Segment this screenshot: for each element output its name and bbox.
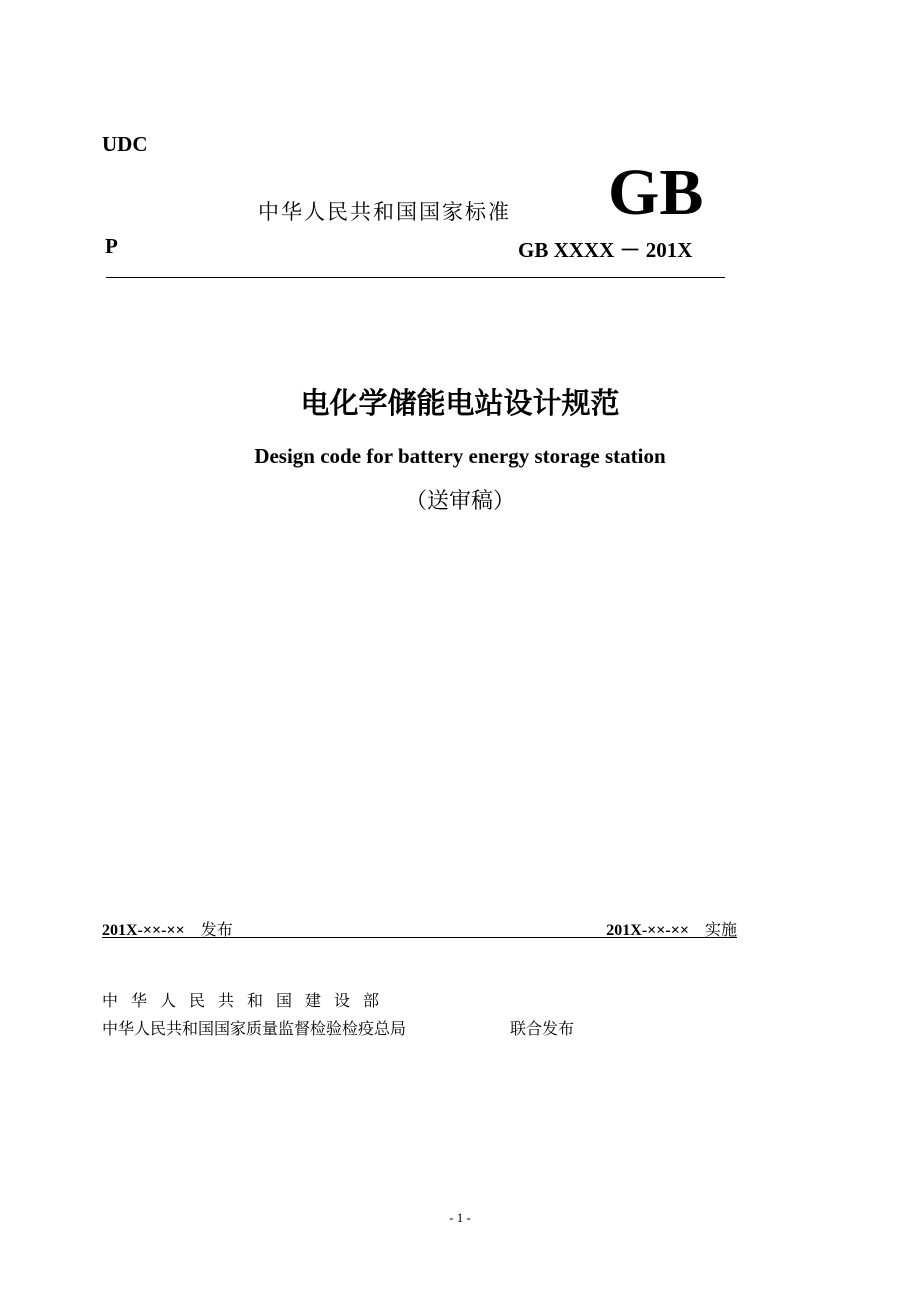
- standard-type-label: 中华人民共和国国家标准: [258, 200, 511, 224]
- document-title-english: Design code for battery energy storage station: [254, 444, 666, 468]
- date-row: [102, 917, 737, 938]
- gb-logo-mark: GB: [608, 156, 704, 229]
- issue-date-block: [102, 917, 233, 940]
- issue-label: 发布: [200, 920, 233, 939]
- issuer-aqsiq: 中华人民共和国国家质量监督检验检疫总局: [102, 1019, 407, 1038]
- header-divider: [106, 277, 725, 278]
- joint-issue-label: 联合发布: [510, 1019, 575, 1038]
- udc-label: UDC: [102, 132, 148, 156]
- implement-label: 实施: [704, 920, 737, 939]
- issue-date: 201X-××-××: [102, 922, 185, 939]
- document-title-chinese: 电化学储能电站设计规范: [300, 386, 620, 420]
- issuer-ministry-of-construction: 中华人民共和国建设部: [102, 991, 393, 1010]
- implement-date: 201X-××-××: [606, 922, 689, 939]
- implement-date-block: [606, 917, 737, 940]
- page-number: - 1 -: [449, 1210, 471, 1225]
- standard-number: GB XXXX － 201X: [518, 238, 693, 262]
- p-classification-label: P: [105, 234, 118, 258]
- draft-status-label: （送审稿）: [404, 489, 515, 514]
